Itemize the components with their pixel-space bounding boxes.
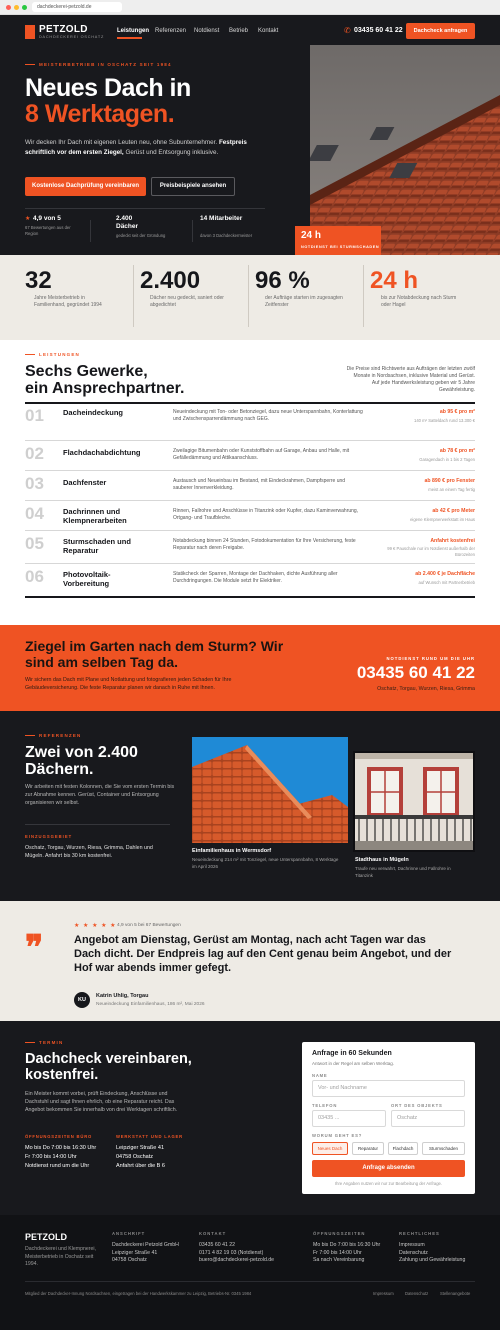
hero-roof-photo [310,45,500,255]
service-number: 05 [25,534,44,553]
footer-datenschutz-link[interactable]: Datenschutz [399,1249,428,1256]
service-price: ab 890 € pro Fenster [424,478,475,484]
service-divider [25,530,475,531]
topic-chip-reparatur[interactable]: Reparatur [352,1142,384,1155]
hero-title-line1: Neues Dach in [25,74,191,102]
footer-membership: Mitglied der Dachdecker-Innung Nordsachsen, eingetragen bei der Handwerkskammer zu Leipzig, Betriebs-Nr. 0345 1984 [25,1291,252,1296]
service-description: Rinnen, Fallrohre und Anschlüsse in Titanzink oder Kupfer, dazu Kaminverwahrung, Ortgang- und Traufbleche. [173,508,359,521]
hero-fact-staff-caption: davon 3 Dachdeckermeister [200,233,253,238]
stat-ontime-caption: der Aufträge starten im zugesagten Zeitfenster [265,295,343,308]
footer-phone-link[interactable]: 03435 60 41 22 [199,1242,236,1248]
service-number: 01 [25,406,44,425]
storm-kicker: NOTDIENST RUND UM DIE UHR [386,656,475,661]
nav-item-kontakt[interactable]: Kontakt [258,28,279,34]
form-title: Anfrage in 60 Sekunden [312,1050,392,1057]
stat-emergency-caption: bis zur Notabdeckung nach Sturm oder Hagel [381,295,457,308]
project1-description: Neueindeckung 214 m² mit Tonziegel, neue Unterspannbahn, 8 Werktage im April 2026 [192,857,339,869]
office-hours-line: Mo bis Do 7:00 bis 16:30 Uhr [25,1145,97,1151]
footer-hours-line: Sa nach Vereinbarung [313,1257,365,1263]
address-bar[interactable]: dachdeckerei-petzold.de [32,2,122,12]
stat-roofs-caption: Dächer neu gedeckt, saniert oder abgedichtet [150,295,224,308]
footer-legal-label: RECHTLICHES [399,1231,440,1236]
hero-fact-sep [90,220,91,242]
hero-divider [25,208,265,209]
stats-band [0,255,500,340]
topic-label: WORUM GEHT ES? [312,1133,363,1138]
storm-section [0,625,500,711]
references-divider [25,824,170,825]
service-price-note: 140 m² Satteldach rund 13.300 € [414,418,475,423]
services-intro: Die Preise sind Richtwerte aus Aufträgen der letzten zwölf Monate in Nordsachsen, inklusive Material und Gerüst. Auf jede Handwerksleistung geben wir 5 Jahre Gewährleistung. [346,366,475,393]
appointment-title-line1: Dachcheck vereinbaren, [25,1051,192,1067]
services-top-rule [25,402,475,404]
project2-description: Traufe neu verwahrt, Dachrinne und Fallrohre in Titanzink [355,866,451,878]
maximize-window-icon[interactable] [22,5,27,10]
service-name: Flachdachabdichtung [63,448,141,457]
office-hours [25,1144,96,1171]
emergency-badge[interactable] [295,226,381,255]
area-text: Oschatz, Torgau, Wurzen, Riesa, Grimma, Dahlen und Mügeln. Anfahrt bis 30 km kostenfrei. [25,845,153,859]
service-price: ab 2.400 € je Dachfläche [415,571,475,577]
service-divider [25,500,475,501]
service-number: 06 [25,567,44,586]
name-label: NAME [312,1073,328,1078]
office-hours-line: Fr 7:00 bis 14:00 Uhr [25,1154,77,1160]
browser-chrome [0,0,500,15]
rating-text: 4,9 von 5 bei 67 Bewertungen [117,923,181,928]
service-price: ab 78 € pro m² [439,448,475,454]
project2-title: Stadthaus in Mügeln [355,857,409,863]
footer-divider [25,1281,475,1282]
hero-lead [25,138,265,157]
testimonial-section [0,901,500,1021]
service-price: ab 42 € pro Meter [432,508,475,514]
author-name: Katrin Uhlig, Torgau [96,993,149,999]
footer-hours [313,1242,380,1265]
service-price-note: 99 € Pauschale nur im Notdienst außerhalb der Bürozeiten [387,546,475,557]
appointment-kicker-text: TERMIN [39,1040,64,1045]
service-name: Sturmschaden und Reparatur [63,537,131,555]
stat-sep [363,265,364,327]
service-name: Photovoltaik-Vorbereitung [63,570,111,588]
project1-title: Einfamilienhaus in Wermsdorf [192,848,272,854]
hero-fact-rating-caption: 67 Bewertungen aus der Region [25,225,71,236]
workshop-address [116,1144,165,1171]
references-body: Wir arbeiten mit festen Kolonnen, die Sie vom ersten Termin bis zur Abnahme kennen. Gerüst, Container und Entsorgung organisieren wir selbst. [25,784,175,806]
stat-sep [133,265,134,327]
office-hours-line: Notdienst rund um die Uhr [25,1163,90,1169]
brand-tagline: DACHDECKEREI OSCHATZ [39,35,105,39]
service-price: ab 95 € pro m² [439,409,475,415]
phone-input[interactable]: 03435 ... [312,1110,386,1127]
stat-emergency: 24 h [370,267,419,294]
nav-phone[interactable]: 03435 60 41 22 [354,27,403,34]
services-kicker-text: LEISTUNGEN [39,352,81,357]
footer-hours-line: Mo bis Do 7:00 bis 16:30 Uhr [313,1242,381,1248]
references-kicker [25,733,82,738]
author-detail: Neueindeckung Einfamilienhaus, 186 m², Mai 2026 [96,1002,205,1007]
footer-impressum-link[interactable]: Impressum [399,1242,425,1248]
hero-title-line2: 8 Werktagen. [25,100,175,128]
minimize-window-icon[interactable] [14,5,19,10]
service-number: 02 [25,444,44,463]
form-subtitle: Antwort in der Regel am selben Werktag. [312,1061,394,1066]
service-description: Austausch und Neueinbau im Bestand, mit Eindeckrahmen, Dampfsperre und sauberer Innenverkleidung. [173,478,346,491]
footer-emergency-link[interactable]: 0171 4 82 19 03 (Notdienst) [199,1249,264,1256]
topic-chip-neues-dach[interactable]: Neues Dach [312,1142,348,1155]
service-price: Anfahrt kostenfrei [430,538,475,544]
services-title-line2: ein Ansprechpartner. [25,380,185,397]
hero-lead-bold: Festpreis schriftlich vor dem ersten Ziegel, [25,139,247,156]
service-name: Dachrinnen und Klempnerarbeiten [63,507,127,525]
hero-section [0,15,500,255]
project2-photo[interactable] [353,751,475,852]
services-kicker [25,352,80,357]
hero-fact-roofs-caption: gedeckt seit der Gründung [116,233,166,238]
rating-stars: ★ ★ ★ ★ ★ [74,923,117,929]
appointment-body: Ein Meister kommt vorbei, prüft Eindeckung, Anschlüsse und Dachstuhl und sagt Ihnen ehrlich, ob eine Reparatur reicht. Das Angebot bekommen Sie innerhalb von drei Werktagen schriftlich. [25,1091,178,1113]
services-bottom-rule [25,596,475,598]
footer-email-link[interactable]: buero@dachdeckerei-petzold.de [199,1257,275,1263]
footer-bottom-jobs[interactable]: Stellenangebote [440,1291,471,1296]
hero-kicker [25,62,172,67]
stat-roofs: 2.400 [140,267,201,294]
footer-address-label: ANSCHRIFT [112,1231,146,1236]
hero-lead-tail: Gerüst und Entsorgung inklusive. [125,148,219,156]
footer-hours-line: Fr 7:00 bis 14:00 Uhr [313,1249,362,1256]
place-input[interactable]: Oschatz [391,1110,465,1127]
nav-item-leistungen[interactable]: Leistungen [117,28,150,34]
footer-address-line: 04758 Oschatz [112,1257,147,1263]
brand-logo-mark[interactable] [25,25,35,39]
privacy-note: Ihre Angaben nutzen wir nur zur Bearbeitung der Anfrage. [334,1181,443,1186]
topic-chip-flachdach[interactable]: Flachdach [388,1142,418,1155]
service-description: Zweilagige Bitumenbahn oder Kunststoffbahn auf Garage, Anbau und Halle, mit Gefälledämmung und Attikaanschluss. [173,448,350,461]
service-description: Neueindeckung mit Ton- oder Betonziegel, dazu neue Unterspannbahn, Konterlattung und Zwischensparrendämmung nach GEG. [173,409,363,422]
stat-sep [248,265,249,327]
appointment-title-line2: kostenfrei. [25,1067,99,1083]
project1-photo[interactable] [192,737,348,843]
storm-body: Wir sichern das Dach mit Plane und Notlattung und fotografieren jeden Schaden für Ihre Gebäudeversicherung. Die feste Reparatur planen wir danach in Ruhe mit Ihnen. [25,677,232,691]
hero-primary-button[interactable]: Kostenlose Dachprüfung vereinbaren [25,177,146,196]
hero-fact-rating: 4,9 von 5 [33,215,61,222]
office-hours-label: ÖFFNUNGSZEITEN BÜRO [25,1134,93,1139]
hero-fact-staff: 14 Mitarbeiter [200,215,243,222]
references-title-line2: Dächern. [25,761,94,778]
stat-ontime: 96 % [255,267,310,294]
stat-years: 32 [25,267,52,294]
topic-chip-sturmschaden[interactable]: Sturmschaden [422,1142,465,1155]
footer-address-line: Leipziger Straße 41 [112,1249,158,1256]
nav-active-indicator [117,37,142,39]
footer-about: Dachdeckerei und Klempnerei, Meisterbetrieb in Oschatz seit 1994. [25,1246,96,1267]
services-title-line1: Sechs Gewerke, [25,363,148,380]
service-price-note: Garagendach in 1 bis 2 Tagen [419,457,475,462]
nav-item-notdienst[interactable]: Notdienst [194,28,220,34]
phone-label: TELEFON [312,1103,338,1108]
storm-area: Oschatz, Torgau, Wurzen, Riesa, Grimma [377,686,475,692]
service-name: Dacheindeckung [63,408,124,417]
footer-brand[interactable]: PETZOLD [25,1232,67,1242]
nav-cta-button[interactable]: Dachcheck anfragen [406,23,475,39]
footer-address-line: Dachdeckerei Petzold GmbH [112,1242,179,1248]
references-section [0,711,500,901]
workshop-label: WERKSTATT UND LAGER [116,1134,183,1139]
hero-lead-plain: Wir decken Ihr Dach mit eigenen Leuten neu, ohne Subunternehmer. [25,139,218,146]
workshop-address-line: Leipziger Straße 41 [116,1145,164,1151]
emergency-badge-caption: NOTDIENST BEI STURMSCHADEN [301,245,380,249]
footer-hours-label: ÖFFNUNGSZEITEN [313,1231,366,1236]
workshop-address-line: 04758 Oschatz [116,1154,153,1160]
area-label: EINZUGSGEBIET [25,834,73,839]
footer-payment-link[interactable]: Zahlung und Gewährleistung [399,1257,466,1263]
service-description: Statikcheck der Sparren, Montage der Dachhaken, dichte Ausführung aller Durchdringungen. Die Module setzt Ihr Elektriker. [173,571,338,584]
author-avatar: KU [74,992,90,1008]
emergency-badge-value: 24 h [301,230,322,241]
footer-legal [399,1242,465,1265]
service-divider [25,440,475,441]
appointment-kicker [25,1040,63,1045]
footer-contact [199,1242,274,1265]
service-description: Notabdeckung binnen 24 Stunden, Fotodokumentation für Ihre Versicherung, feste Reparatur nach deren Freigabe. [173,538,356,551]
service-number: 04 [25,504,44,523]
service-price-note: meist an einem Tag fertig [428,487,475,492]
hero-kicker-text: MEISTERBETRIEB IN OSCHATZ SEIT 1984 [39,62,172,67]
service-number: 03 [25,474,44,493]
quote-icon: ❞ [25,928,44,968]
service-name: Dachfenster [63,478,107,487]
workshop-address-line: Anfahrt über die B 6 [116,1163,165,1169]
close-window-icon[interactable] [6,5,11,10]
storm-title-line1: Ziegel im Garten nach dem Sturm? Wir [25,638,284,654]
star-icon: ★ [25,216,31,222]
nav-item-referenzen[interactable]: Referenzen [155,28,187,34]
phone-icon: ✆ [344,26,351,35]
hero-fact-sep [192,220,193,242]
storm-phone[interactable]: 03435 60 41 22 [356,663,475,682]
footer-address [112,1242,179,1265]
service-divider [25,563,475,564]
place-label: ORT DES OBJEKTS [391,1103,443,1108]
name-input[interactable]: Vor- und Nachname [312,1080,465,1097]
footer-bottom-datenschutz[interactable]: Datenschutz [405,1291,429,1296]
references-title-line1: Zwei von 2.400 [25,744,138,761]
submit-button[interactable]: Anfrage absenden [312,1160,465,1177]
footer-contact-label: KONTAKT [199,1231,227,1236]
hero-fact-roofs: 2.400 Dächer [116,215,139,230]
service-price-note: auf Wunsch mit Partnerbetrieb [418,580,475,585]
nav-item-betrieb[interactable]: Betrieb [229,28,249,34]
hero-secondary-button[interactable]: Preisbeispiele ansehen [151,177,235,196]
stat-years-caption: Jahre Meisterbetrieb in Familienhand, gegründet 1994 [34,295,102,308]
service-divider [25,470,475,471]
references-kicker-text: REFERENZEN [39,733,82,738]
service-price-note: eigene Klempnerwerkstatt im Haus [410,517,475,522]
testimonial-quote: Angebot am Dienstag, Gerüst am Montag, nach acht Tagen war das Dach dicht. Der Endpreis lag auf den Cent genau beim Angebot, und der Hof war abends immer gefegt. [74,934,452,974]
storm-title-line2: sind am selben Tag da. [25,654,179,670]
footer-bottom-impressum[interactable]: Impressum [373,1291,394,1296]
brand-name[interactable]: PETZOLD [39,24,88,35]
